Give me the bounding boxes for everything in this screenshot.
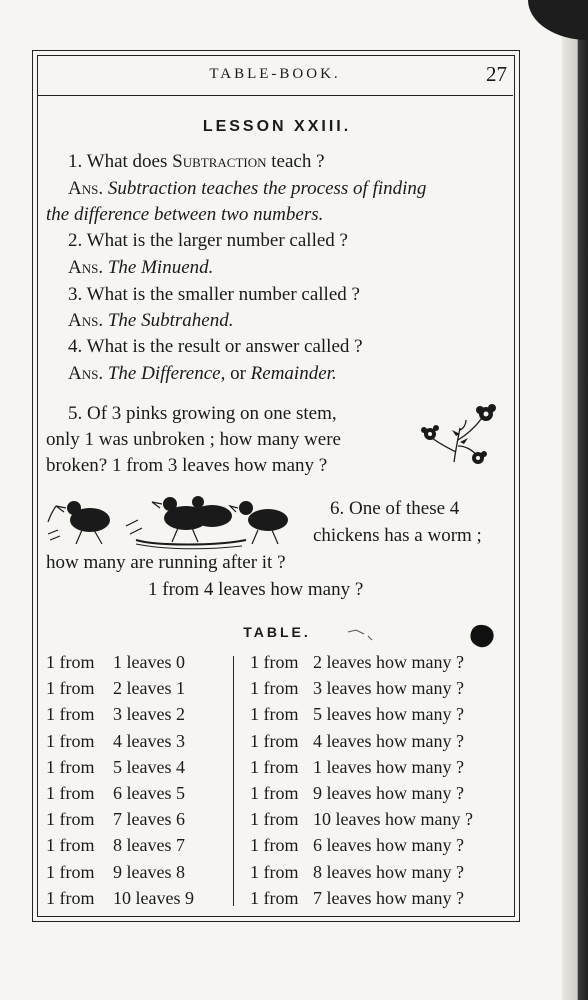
table-cell-left-from: 1 from <box>46 809 95 830</box>
table-cell-right-result: 5 leaves how many ? <box>313 704 464 725</box>
chickens-illustration <box>46 490 308 554</box>
table-row <box>0 783 554 809</box>
question-1-end: teach ? <box>266 151 325 172</box>
table-cell-left-from: 1 from <box>46 756 95 777</box>
table-cell-right-result: 1 leaves how many ? <box>313 756 464 777</box>
table-cell-right-from: 1 from <box>250 756 299 777</box>
table-cell-right-from: 1 from <box>250 809 299 830</box>
problem-6-line-2: chickens has a worm ; <box>313 525 482 546</box>
page-edge <box>562 0 588 1000</box>
table-cell-left-result: 9 leaves 8 <box>113 861 185 882</box>
table-cell-right-result: 8 leaves how many ? <box>313 861 464 882</box>
table-cell-right-result: 6 leaves how many ? <box>313 835 464 856</box>
table-cell-right-from: 1 from <box>250 887 299 908</box>
question-1-keyword: Subtraction <box>172 151 267 172</box>
table-cell-left-from: 1 from <box>46 704 95 725</box>
problem-5-line-3: broken? 1 from 3 leaves how many ? <box>46 455 328 476</box>
table-cell-left-result: 10 leaves 9 <box>113 887 194 908</box>
table-cell-left-result: 4 leaves 3 <box>113 730 185 751</box>
problem-6-line-1: 6. One of these 4 <box>330 498 460 519</box>
answer-3-text: The Subtrahend. <box>107 310 234 331</box>
table-row <box>0 757 554 783</box>
answer-4-text: The Difference <box>107 363 221 384</box>
table-cell-left-from: 1 from <box>46 730 95 751</box>
answer-label: Ans. <box>68 178 104 199</box>
pinks-illustration <box>416 400 506 466</box>
question-3: 3. What is the smaller number called ? <box>68 284 360 305</box>
answer-4-joiner: , or <box>220 363 251 384</box>
table-cell-right-from: 1 from <box>250 652 299 672</box>
table-cell-left-from: 1 from <box>46 652 95 672</box>
table-row <box>0 809 554 835</box>
table-cell-left-result: 2 leaves 1 <box>113 678 185 699</box>
answer-label: Ans. <box>68 310 104 331</box>
table-cell-left-result: 3 leaves 2 <box>113 704 185 725</box>
answer-3 <box>68 309 233 333</box>
table-cell-left-result: 5 leaves 4 <box>113 756 185 777</box>
table-cell-right-result: 4 leaves how many ? <box>313 730 464 751</box>
question-1-start: 1. What does <box>68 151 173 172</box>
answer-1-text: Subtraction teaches the process of finding <box>107 178 427 199</box>
table-cell-left-result: 6 leaves 5 <box>113 783 185 803</box>
table-cell-right-from: 1 from <box>250 835 299 856</box>
table-row <box>0 731 554 757</box>
table-cell-right-result: 9 leaves how many ? <box>313 783 464 803</box>
answer-4-text-alt: Remainder. <box>250 363 337 384</box>
question-2: 2. What is the larger number called ? <box>68 230 348 251</box>
answer-1-line-1 <box>68 177 426 201</box>
table-cell-left-result: 8 leaves 7 <box>113 835 185 856</box>
running-title: TABLE-BOOK. <box>209 66 341 82</box>
table-cell-right-from: 1 from <box>250 861 299 882</box>
answer-4 <box>68 362 337 386</box>
table-cell-right-result: 2 leaves how many ? <box>313 652 464 672</box>
question-1 <box>68 150 325 174</box>
answer-2-text: The Minuend. <box>107 257 214 278</box>
page-corner <box>528 0 588 40</box>
table-cell-right-from: 1 from <box>250 783 299 803</box>
problem-5-line-2: only 1 was unbroken ; how many were <box>46 429 341 450</box>
header-rule <box>37 95 513 96</box>
table-cell-left-from: 1 from <box>46 783 95 803</box>
table-cell-left-result: 7 leaves 6 <box>113 809 185 830</box>
answer-2 <box>68 256 213 280</box>
problem-6-line-4: 1 from 4 leaves how many ? <box>148 579 364 600</box>
ink-blot-mark <box>466 622 496 650</box>
problem-5-line-1: 5. Of 3 pinks growing on one stem, <box>68 403 337 424</box>
table-row <box>0 835 554 861</box>
table-row <box>0 862 554 888</box>
table-cell-right-result: 3 leaves how many ? <box>313 678 464 699</box>
table-cell-left-from: 1 from <box>46 678 95 699</box>
table-cell-left-from: 1 from <box>46 887 95 908</box>
ink-speck-mark <box>346 626 376 642</box>
table-title: TABLE. <box>243 624 311 640</box>
page-number: 27 <box>486 62 507 86</box>
table-row <box>0 652 554 678</box>
table-cell-left-from: 1 from <box>46 861 95 882</box>
answer-label: Ans. <box>68 257 104 278</box>
table-cell-right-result: 7 leaves how many ? <box>313 887 464 908</box>
question-4: 4. What is the result or answer called ? <box>68 336 363 357</box>
answer-1-line-2: the difference between two numbers. <box>46 204 324 225</box>
running-head <box>37 62 513 90</box>
table-cell-left-result: 1 leaves 0 <box>113 652 185 672</box>
table-row <box>0 704 554 730</box>
table-row <box>0 888 554 914</box>
table-cell-left-from: 1 from <box>46 835 95 856</box>
table-cell-right-from: 1 from <box>250 678 299 699</box>
table-cell-right-from: 1 from <box>250 730 299 751</box>
problem-6-line-3: how many are running after it ? <box>46 552 286 573</box>
table-cell-right-result: 10 leaves how many ? <box>313 809 473 830</box>
table-cell-right-from: 1 from <box>250 704 299 725</box>
answer-label: Ans. <box>68 363 104 384</box>
table-row <box>0 678 554 704</box>
lesson-title: LESSON XXIII. <box>202 118 352 135</box>
